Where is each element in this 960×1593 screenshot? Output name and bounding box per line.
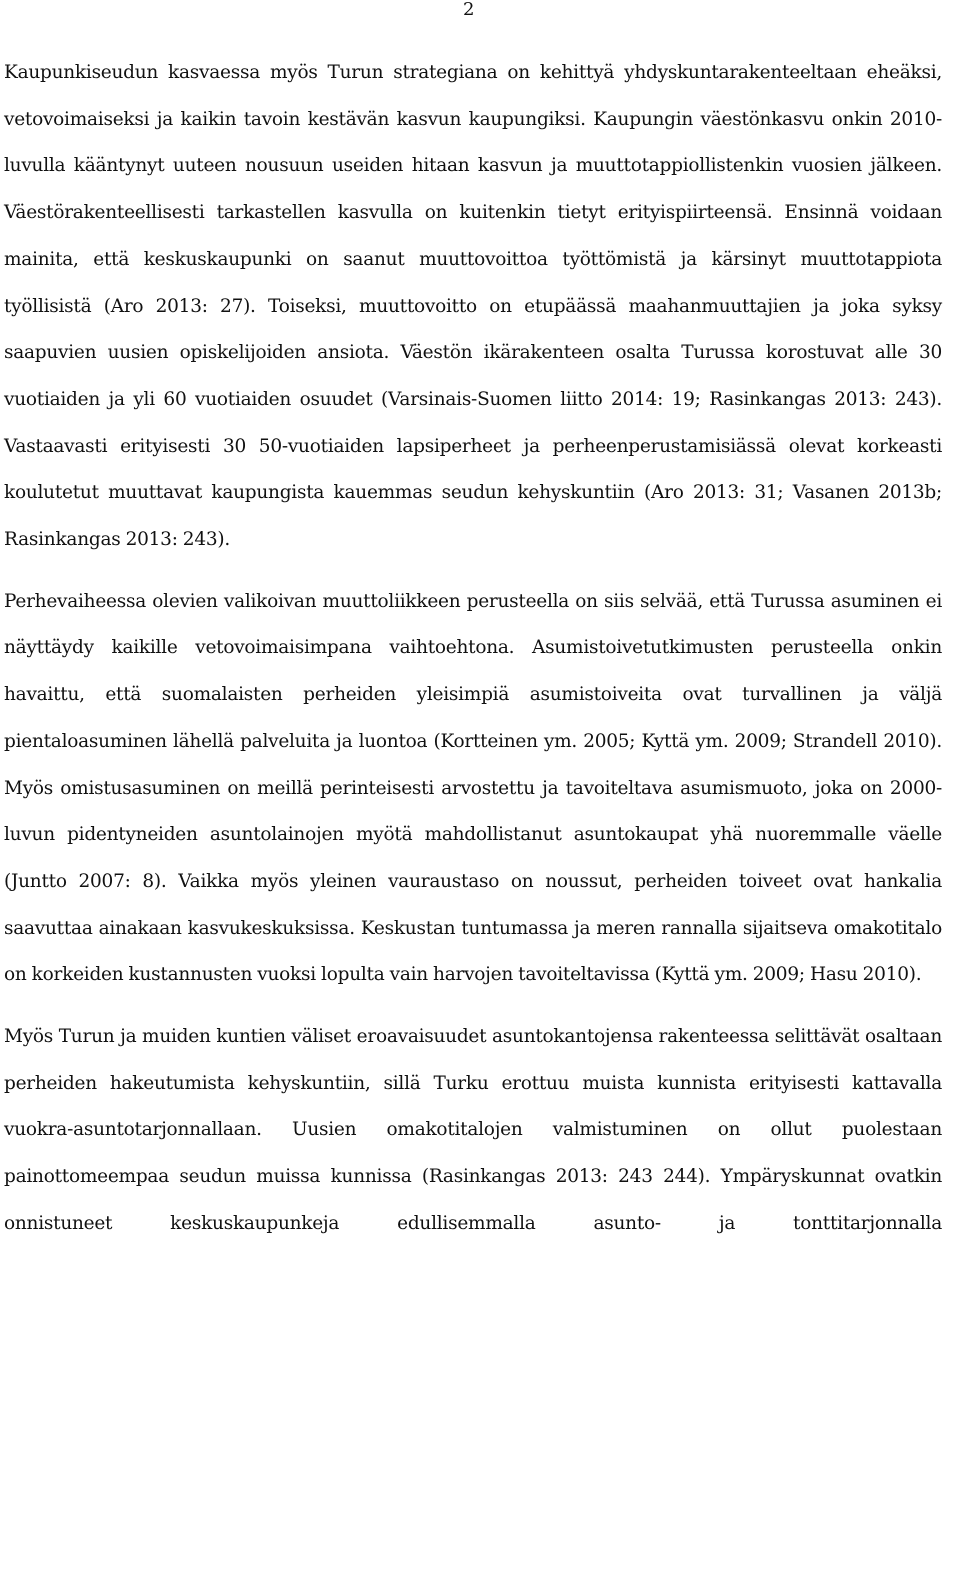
- body-text: [4, 50, 942, 1248]
- page-number: 2: [463, 0, 475, 20]
- paragraph-3: Myös Turun ja muiden kuntien väliset eroavaisuudet asuntokantojensa rakenteessa selittävät osaltaan perheiden hakeutumista kehyskuntiin, sillä Turku erottuu muista kunnista erityisesti kattavalla vuokra-asuntotarjonnallaan. Uusien omakotitalojen valmistuminen on ollut puolestaan painottomeempaa seudun muissa kunnissa (Rasinkangas 2013: 243 244). Ympäryskunnat ovatkin onnistuneet keskuskaupunkeja edullisemmalla asunto- ja tonttitarjonnalla: [4, 1026, 942, 1234]
- paragraph-1: Kaupunkiseudun kasvaessa myös Turun strategiana on kehittyä yhdyskuntarakenteeltaan eheäksi, vetovoimaiseksi ja kaikin tavoin kestävän kasvun kaupungiksi. Kaupungin väestönkasvu onkin 2010-luvulla kääntynyt uuteen nousuun useiden hitaan kasvun ja muuttotappiollistenkin vuosien jälkeen. Väestörakenteellisesti tarkastellen kasvulla on kuitenkin tietyt erityispiirteensä. Ensinnä voidaan mainita, että keskuskaupunki on saanut muuttovoittoa työttömistä ja kärsinyt muuttotappiota työllisistä (Aro 2013: 27). Toiseksi, muuttovoitto on etupäässä maahanmuuttajien ja joka syksy saapuvien uusien opiskelijoiden ansiota. Väestön ikärakenteen osalta Turussa korostuvat alle 30 vuotiaiden ja yli 60 vuotiaiden osuudet (Varsinais-Suomen liitto 2014: 19; Rasinkangas 2013: 243). Vastaavasti erityisesti 30 50-vuotiaiden lapsiperheet ja perheenperustamisiässä olevat korkeasti koulutetut muuttavat kaupungista kauemmas seudun kehyskuntiin (Aro 2013: 31; Vasanen 2013b; Rasinkangas 2013: 243).: [4, 62, 942, 551]
- paragraph-2: Perhevaiheessa olevien valikoivan muuttoliikkeen perusteella on siis selvää, että Turussa asuminen ei näyttäydy kaikille vetovoimaisimpana vaihtoehtona. Asumistoivetutkimusten perusteella onkin havaittu, että suomalaisten perheiden yleisimpiä asumistoiveita ovat turvallinen ja väljä pientaloasuminen lähellä palveluita ja luontoa (Kortteinen ym. 2005; Kyttä ym. 2009; Strandell 2010). Myös omistusasuminen on meillä perinteisesti arvostettu ja tavoiteltava asumismuoto, joka on 2000-luvun pidentyneiden asuntolainojen myötä mahdollistanut asuntokaupat yhä nuoremmalle väelle (Juntto 2007: 8). Vaikka myös yleinen vauraustaso on noussut, perheiden toiveet ovat hankalia saavuttaa ainakaan kasvukeskuksissa. Keskustan tuntumassa ja meren rannalla sijaitseva omakotitalo on korkeiden kustannusten vuoksi lopulta vain harvojen tavoiteltavissa (Kyttä ym. 2009; Hasu 2010).: [4, 590, 942, 986]
